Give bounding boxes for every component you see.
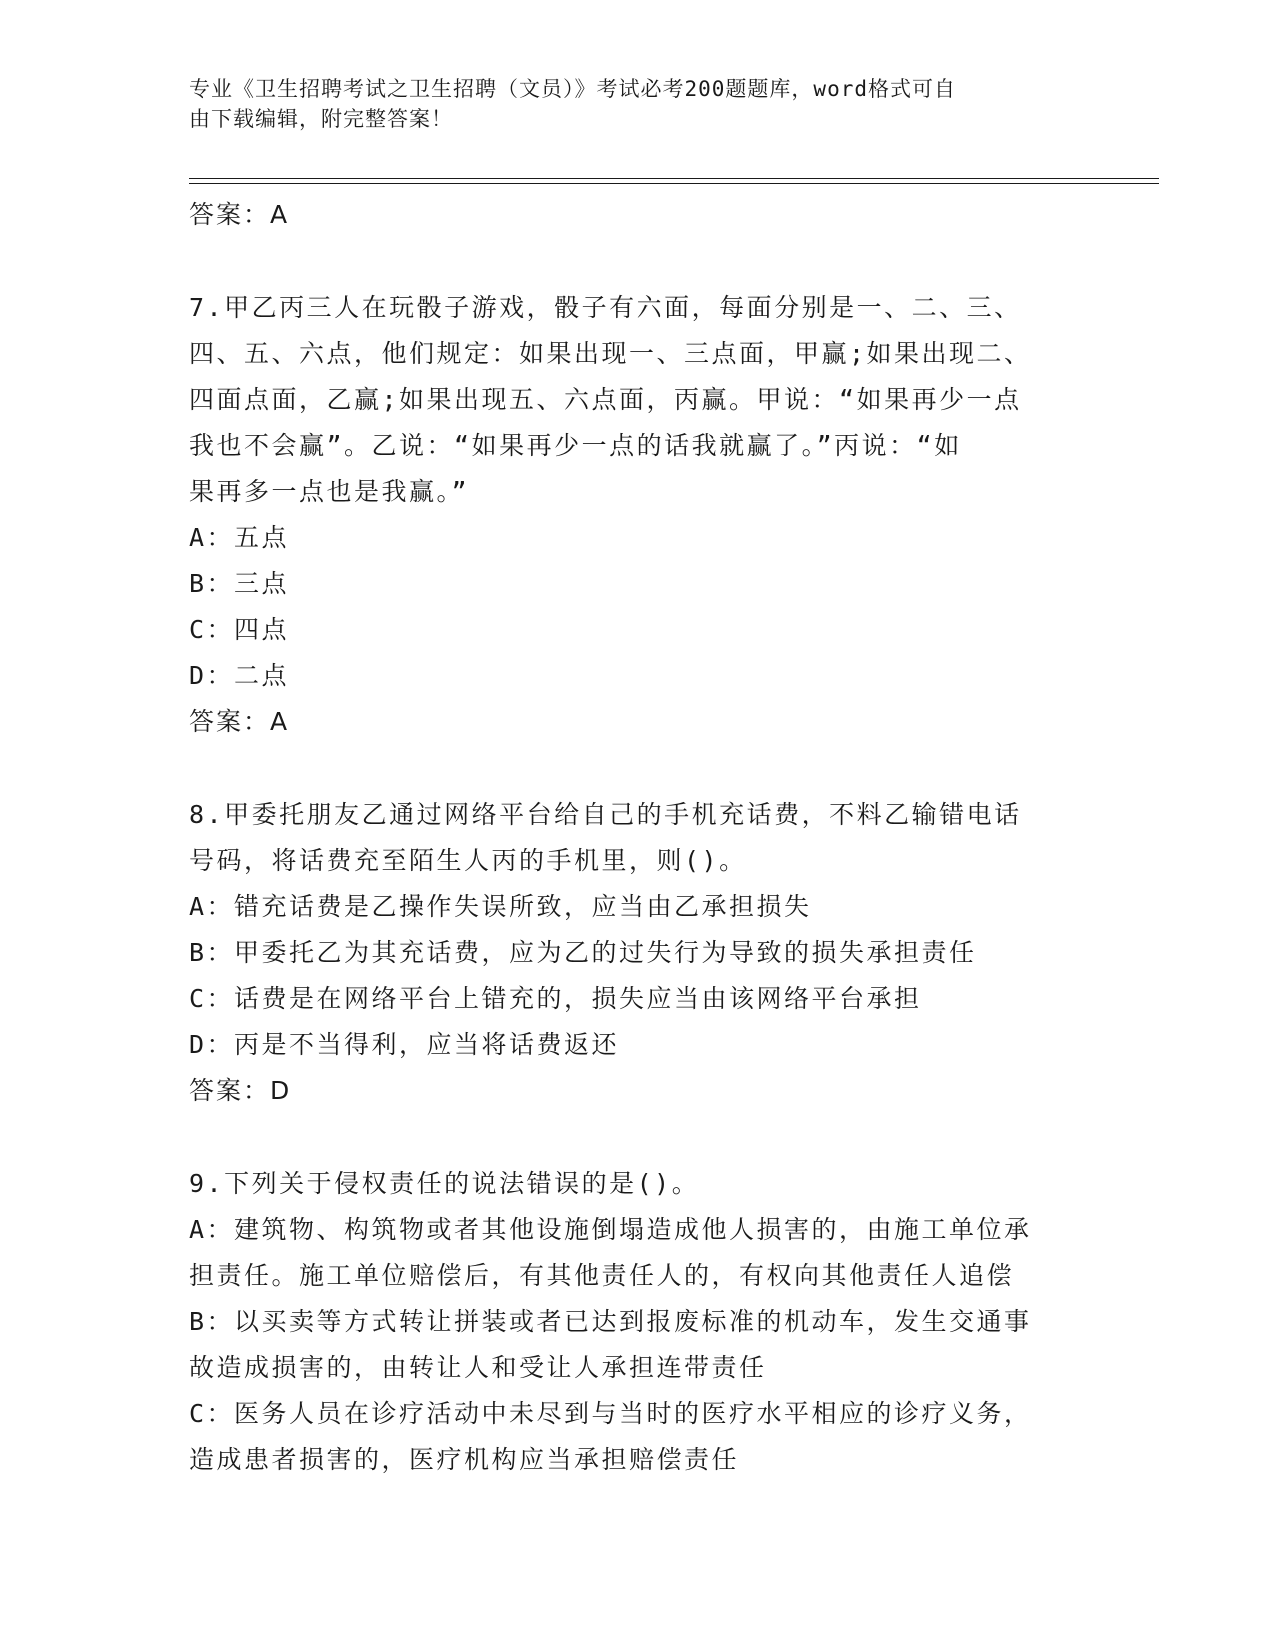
spacer bbox=[189, 238, 1089, 285]
question-stem: 我也不会赢”。乙说：“如果再少一点的话我就赢了。”丙说：“如 bbox=[189, 431, 962, 460]
option-a: A：五点 bbox=[189, 523, 290, 552]
question-stem: 号码，将话费充至陌生人丙的手机里，则()。 bbox=[189, 846, 747, 875]
question-9 bbox=[189, 1161, 1089, 1483]
header-divider bbox=[189, 183, 1159, 184]
answer-line: 答案：D bbox=[189, 1076, 292, 1105]
spacer bbox=[189, 745, 1089, 792]
page-header bbox=[189, 74, 1089, 134]
option-b: B：三点 bbox=[189, 569, 290, 598]
option-b-continued: 故造成损害的，由转让人和受让人承担连带责任 bbox=[189, 1353, 767, 1382]
answer-line: 答案：A bbox=[189, 200, 290, 229]
option-c: C：四点 bbox=[189, 615, 290, 644]
option-c-continued: 造成患者损害的，医疗机构应当承担赔偿责任 bbox=[189, 1445, 740, 1474]
option-d: D：丙是不当得利，应当将话费返还 bbox=[189, 1030, 620, 1059]
option-a: A：错充话费是乙操作失误所致，应当由乙承担损失 bbox=[189, 892, 812, 921]
spacer bbox=[189, 1114, 1089, 1161]
question-8 bbox=[189, 792, 1089, 1114]
question-stem: 8.甲委托朋友乙通过网络平台给自己的手机充话费，不料乙输错电话 bbox=[189, 800, 1022, 829]
option-c: C：医务人员在诊疗活动中未尽到与当时的医疗水平相应的诊疗义务， bbox=[189, 1399, 1032, 1428]
document-body bbox=[189, 192, 1089, 1483]
header-line: 由下载编辑，附完整答案！ bbox=[189, 107, 453, 131]
question-stem: 果再多一点也是我赢。” bbox=[189, 477, 470, 506]
question-stem: 四面点面，乙赢;如果出现五、六点面，丙赢。甲说：“如果再少一点 bbox=[189, 385, 1022, 414]
header-divider bbox=[189, 178, 1159, 179]
header-line: 专业《卫生招聘考试之卫生招聘（文员）》考试必考200题题库，word格式可自 bbox=[189, 77, 956, 101]
question-stem: 四、五、六点，他们规定：如果出现一、三点面，甲赢;如果出现二、 bbox=[189, 339, 1032, 368]
answer-line: 答案：A bbox=[189, 707, 290, 736]
option-c: C：话费是在网络平台上错充的，损失应当由该网络平台承担 bbox=[189, 984, 922, 1013]
option-b: B：甲委托乙为其充话费，应为乙的过失行为导致的损失承担责任 bbox=[189, 938, 977, 967]
option-b: B：以买卖等方式转让拼装或者已达到报废标准的机动车，发生交通事 bbox=[189, 1307, 1032, 1336]
option-a-continued: 担责任。施工单位赔偿后，有其他责任人的，有权向其他责任人追偿 bbox=[189, 1261, 1015, 1290]
question-7 bbox=[189, 285, 1089, 745]
option-a: A：建筑物、构筑物或者其他设施倒塌造成他人损害的，由施工单位承 bbox=[189, 1215, 1032, 1244]
question-stem: 9.下列关于侵权责任的说法错误的是()。 bbox=[189, 1169, 700, 1198]
question-stem: 7.甲乙丙三人在玩骰子游戏，骰子有六面，每面分别是一、二、三、 bbox=[189, 293, 1022, 322]
option-d: D：二点 bbox=[189, 661, 290, 690]
